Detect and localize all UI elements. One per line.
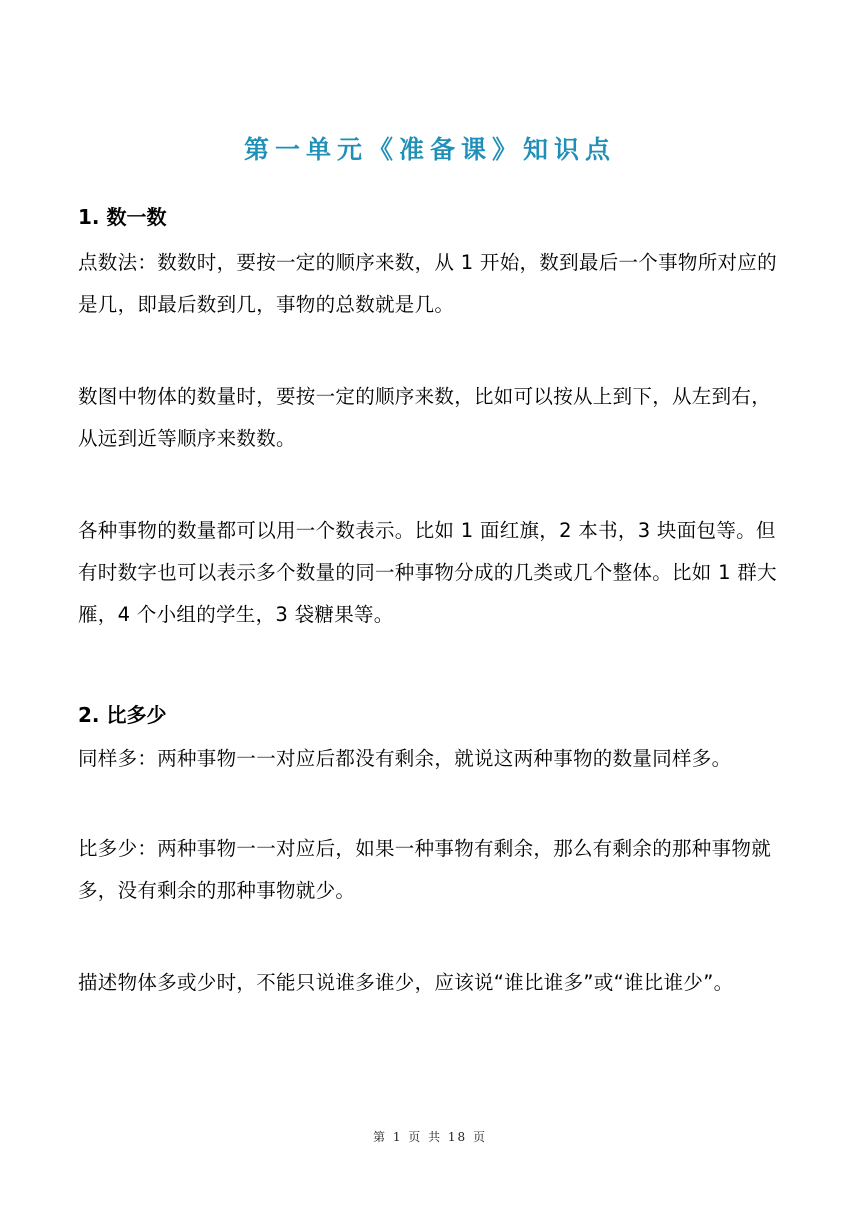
document-title: 第一单元《准备课》知识点	[243, 135, 616, 164]
page-footer: 第 1 页 共 18 页	[373, 1130, 487, 1144]
paragraph-describing-comparison: 描述物体多或少时，不能只说谁多谁少，应该说“谁比谁多”或“谁比谁少”。	[78, 971, 734, 994]
paragraph-more-less: 比多少：两种事物一一对应后，如果一种事物有剩余，那么有剩余的那种事物就多，没有剩余的那种事物就少。	[78, 837, 772, 902]
paragraph-same-amount: 同样多：两种事物一一对应后都没有剩余，就说这两种事物的数量同样多。	[78, 747, 732, 770]
section-heading-compare: 2. 比多少	[78, 703, 167, 727]
paragraph-counting-method: 点数法：数数时，要按一定的顺序来数，从 1 开始，数到最后一个事物所对应的是几，即最后数到几，事物的总数就是几。	[78, 251, 777, 316]
paragraph-counting-order: 数图中物体的数量时，要按一定的顺序来数，比如可以按从上到下，从左到右，从远到近等顺序来数数。	[78, 385, 772, 450]
section-heading-count: 1. 数一数	[78, 205, 167, 229]
paragraph-number-representation: 各种事物的数量都可以用一个数表示。比如 1 面红旗，2 本书，3 块面包等。但有时数字也可以表示多个数量的同一种事物分成的几类或几个整体。比如 1 群大雁，4 个小组的学生，3 袋糖果等。	[78, 519, 777, 626]
